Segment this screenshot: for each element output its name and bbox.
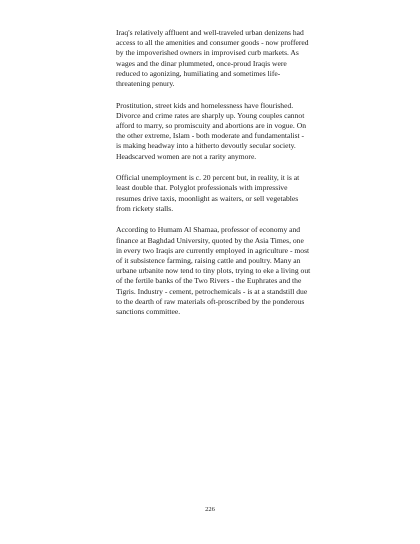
- page-number: 226: [205, 506, 215, 513]
- paragraph-4: According to Humam Al Shamaa, professor of economy and finance at Baghdad University, quoted by the Asia Times, one in every two Iraqis are currently employed in agriculture - most of it subsistence farming, raising cattle and poultry. Many an urbane urbanite now tend to tiny plots, trying to eke a living out of the fertile banks of the Two Rivers - the Euphrates and the Tigris. Industry - cement, petrochemicals - is at a standstill due to the dearth of raw materials oft-proscribed by the ponderous sanctions committee.: [116, 225, 311, 317]
- body-text: [116, 28, 311, 329]
- paragraph-1: Iraq's relatively affluent and well-traveled urban denizens had access to all the amenities and consumer goods - now proffered by the impoverished owners in improvised curb markets. As wages and the dinar plummeted, once-proud Iraqis were reduced to agonizing, humiliating and sometimes life-threatening penury.: [116, 28, 309, 89]
- paragraph-2: Prostitution, street kids and homelessness have flourished. Divorce and crime rates are sharply up. Young couples cannot afford to marry, so promiscuity and abortions are in vogue. On the other extreme, Islam - both moderate and fundamentalist - is making headway into a hitherto devoutly secular society. Headscarved women are not a rarity anymore.: [116, 100, 307, 161]
- paragraph-3: Official unemployment is c. 20 percent but, in reality, it is at least double that. Polyglot professionals with impressive resumes drive taxis, moonlight as waiters, or sell vegetables from rickety stalls.: [116, 173, 300, 213]
